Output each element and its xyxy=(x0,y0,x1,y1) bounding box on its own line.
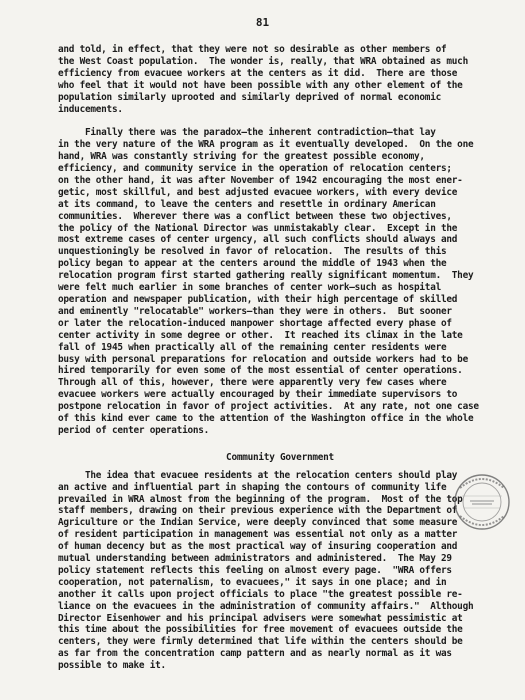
text-line: period of center operations. xyxy=(58,424,210,436)
text-line: Agriculture or the Indian Service, were deeply convinced that some measure xyxy=(58,517,458,529)
text-line: of human decency but as the most practical way of insuring cooperation and xyxy=(58,541,458,553)
text-line: Finally there was the paradox—the inherent contradiction—that lay xyxy=(58,127,436,139)
text-line: of resident participation in management was essential not only as a matter xyxy=(58,529,458,541)
text-line: communities. Wherever there was a conflict between these two objectives, xyxy=(58,210,452,222)
page-number: 81 xyxy=(255,16,270,29)
text-line: policy statement reflects this feeling on almost every page. "WRA offers xyxy=(58,564,452,576)
text-line: liance on the evacuees in the administration of community affairs." Although xyxy=(58,600,474,612)
text-line: another it calls upon project officials to place "the greatest possible re- xyxy=(58,588,463,600)
text-line: policy began to appear at the centers around the middle of 1943 when the xyxy=(58,258,447,270)
text-line: relocation program first started gathering really significant momentum. They xyxy=(58,270,474,282)
text-line: cooperation, not paternalism, to evacuees," it says in one place; and in xyxy=(58,576,447,588)
library-seal-stamp xyxy=(452,472,512,532)
text-line: Director Eisenhower and his principal advisers were somewhat pessimistic at xyxy=(58,612,463,624)
text-line: evacuee workers were actually encouraged by their immediate supervisors to xyxy=(58,389,458,401)
text-line: an active and influential part in shaping the contours of community life xyxy=(58,481,447,493)
paragraph-gap xyxy=(58,437,502,449)
paragraph-gap xyxy=(58,115,502,127)
text-line: at its command, to leave the centers and resettle in ordinary American xyxy=(58,198,436,210)
text-line: and eminently "relocatable" workers—than they were in others. But sooner xyxy=(58,305,452,317)
text-line: inducements. xyxy=(58,103,123,115)
text-line: mutual understanding between administrators and administered. The May 29 xyxy=(58,553,452,565)
text-line: or later the relocation-induced manpower shortage affected every phase of xyxy=(58,317,452,329)
text-line: efficiency from evacuee workers at the centers as it did. There are those xyxy=(58,67,458,79)
text-line: centers, they were firmly determined that life within the centers should be xyxy=(58,636,463,648)
text-line: the policy of the National Director was unmistakably clear. Except in the xyxy=(58,222,458,234)
paragraph-2 xyxy=(58,127,502,437)
text-line: on the other hand, it was after November of 1942 encouraging the most ener- xyxy=(58,174,463,186)
text-line: hand, WRA was constantly striving for the greatest possible economy, xyxy=(58,151,425,163)
document-body xyxy=(58,44,502,672)
text-line: operation and newspaper publication, with their high percentage of skilled xyxy=(58,294,458,306)
text-line: as far from the concentration camp pattern and as nearly normal as it was xyxy=(58,648,452,660)
text-line: prevailed in WRA almost from the beginning of the program. Most of the top xyxy=(58,493,463,505)
text-line: fall of 1945 when practically all of the remaining center residents were xyxy=(58,341,447,353)
text-line: this time about the possibilities for free movement of evacuees outside the xyxy=(58,624,463,636)
text-line: possible to make it. xyxy=(58,660,166,672)
text-line: busy with personal preparations for relocation and outside workers had to be xyxy=(58,353,468,365)
text-line: the West Coast population. The wonder is, really, that WRA obtained as much xyxy=(58,55,468,67)
text-line: and told, in effect, that they were not so desirable as other members of xyxy=(58,44,447,55)
section-heading: Community Government xyxy=(226,451,334,463)
text-line: who feel that it would not have been possible with any other element of the xyxy=(58,79,463,91)
text-line: Through all of this, however, there were apparently very few cases where xyxy=(58,377,447,389)
text-line: hired temporarily for even some of the most essential of center operations. xyxy=(58,365,463,377)
paragraph-3 xyxy=(58,470,502,672)
text-line: center activity in some degree or other. It reached its climax in the late xyxy=(58,329,463,341)
text-line: in the very nature of the WRA program as it eventually developed. On the one xyxy=(58,139,474,151)
text-line: of this kind ever came to the attention of the Washington office in the whole xyxy=(58,413,474,425)
text-line: postpone relocation in favor of project activities. At any rate, not one case xyxy=(58,401,479,413)
text-line: staff members, drawing on their previous experience with the Department of xyxy=(58,505,458,517)
text-line: population similarly uprooted and similarly deprived of normal economic xyxy=(58,91,441,103)
text-line: most extreme cases of center urgency, all such conflicts should always and xyxy=(58,234,458,246)
paragraph-1 xyxy=(58,44,502,115)
text-line: were felt much earlier in some branches of center work—such as hospital xyxy=(58,282,441,294)
text-line: unquestioningly be resolved in favor of relocation. The results of this xyxy=(58,246,447,258)
text-line: The idea that evacuee residents at the relocation centers should play xyxy=(58,469,458,481)
text-line: getic, most skillful, and best adjusted evacuee workers, with every device xyxy=(58,186,458,198)
text-line: efficiency, and community service in the operation of relocation centers; xyxy=(58,163,452,175)
